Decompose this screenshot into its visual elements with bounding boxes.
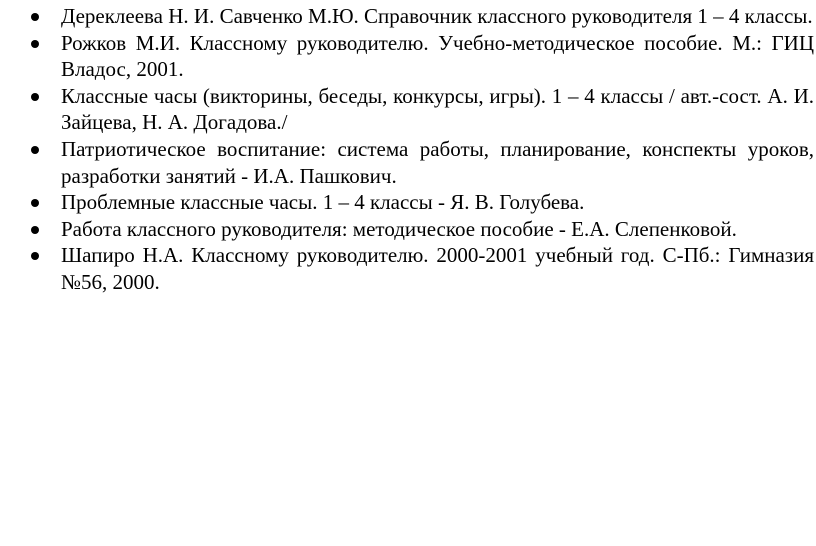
list-item (0, 30, 816, 83)
reference-text: Проблемные классные часы. 1 – 4 классы - Я. В. Голубева. (61, 190, 585, 215)
bullet-icon (31, 93, 39, 101)
reference-text: Работа классного руководителя: методическое пособие - Е.А. Слепенковой. (61, 216, 737, 241)
reference-text: Патриотическое воспитание: система работы, планирование, конспекты уроков, разработки занятий - И.А. Пашкович. (61, 136, 814, 188)
bullet-icon (31, 199, 39, 207)
bullet-icon (31, 146, 39, 154)
list-item (0, 83, 816, 136)
bullet-icon (31, 13, 39, 21)
bullet-icon (31, 252, 39, 260)
reference-text: Шапиро Н.А. Классному руководителю. 2000-2001 учебный год. С-Пб.: Гимназия №56, 2000. (61, 243, 814, 294)
reference-list (0, 3, 816, 296)
list-item (0, 242, 816, 295)
list-item (0, 136, 816, 189)
bullet-icon (31, 226, 39, 234)
reference-text: Дереклеева Н. И. Савченко М.Ю. Справочник классного руководителя 1 – 4 классы. (61, 4, 813, 28)
bullet-icon (31, 40, 39, 48)
list-item (0, 216, 816, 243)
reference-text: Классные часы (викторины, беседы, конкурсы, игры). 1 – 4 классы / авт.-сост. А. И. Зайцева, Н. А. Догадова./ (61, 83, 814, 135)
list-item (0, 189, 816, 216)
reference-text: Рожков М.И. Классному руководителю. Учебно-методическое пособие. М.: ГИЦ Владос, 2001. (61, 30, 814, 82)
list-item (0, 3, 816, 30)
